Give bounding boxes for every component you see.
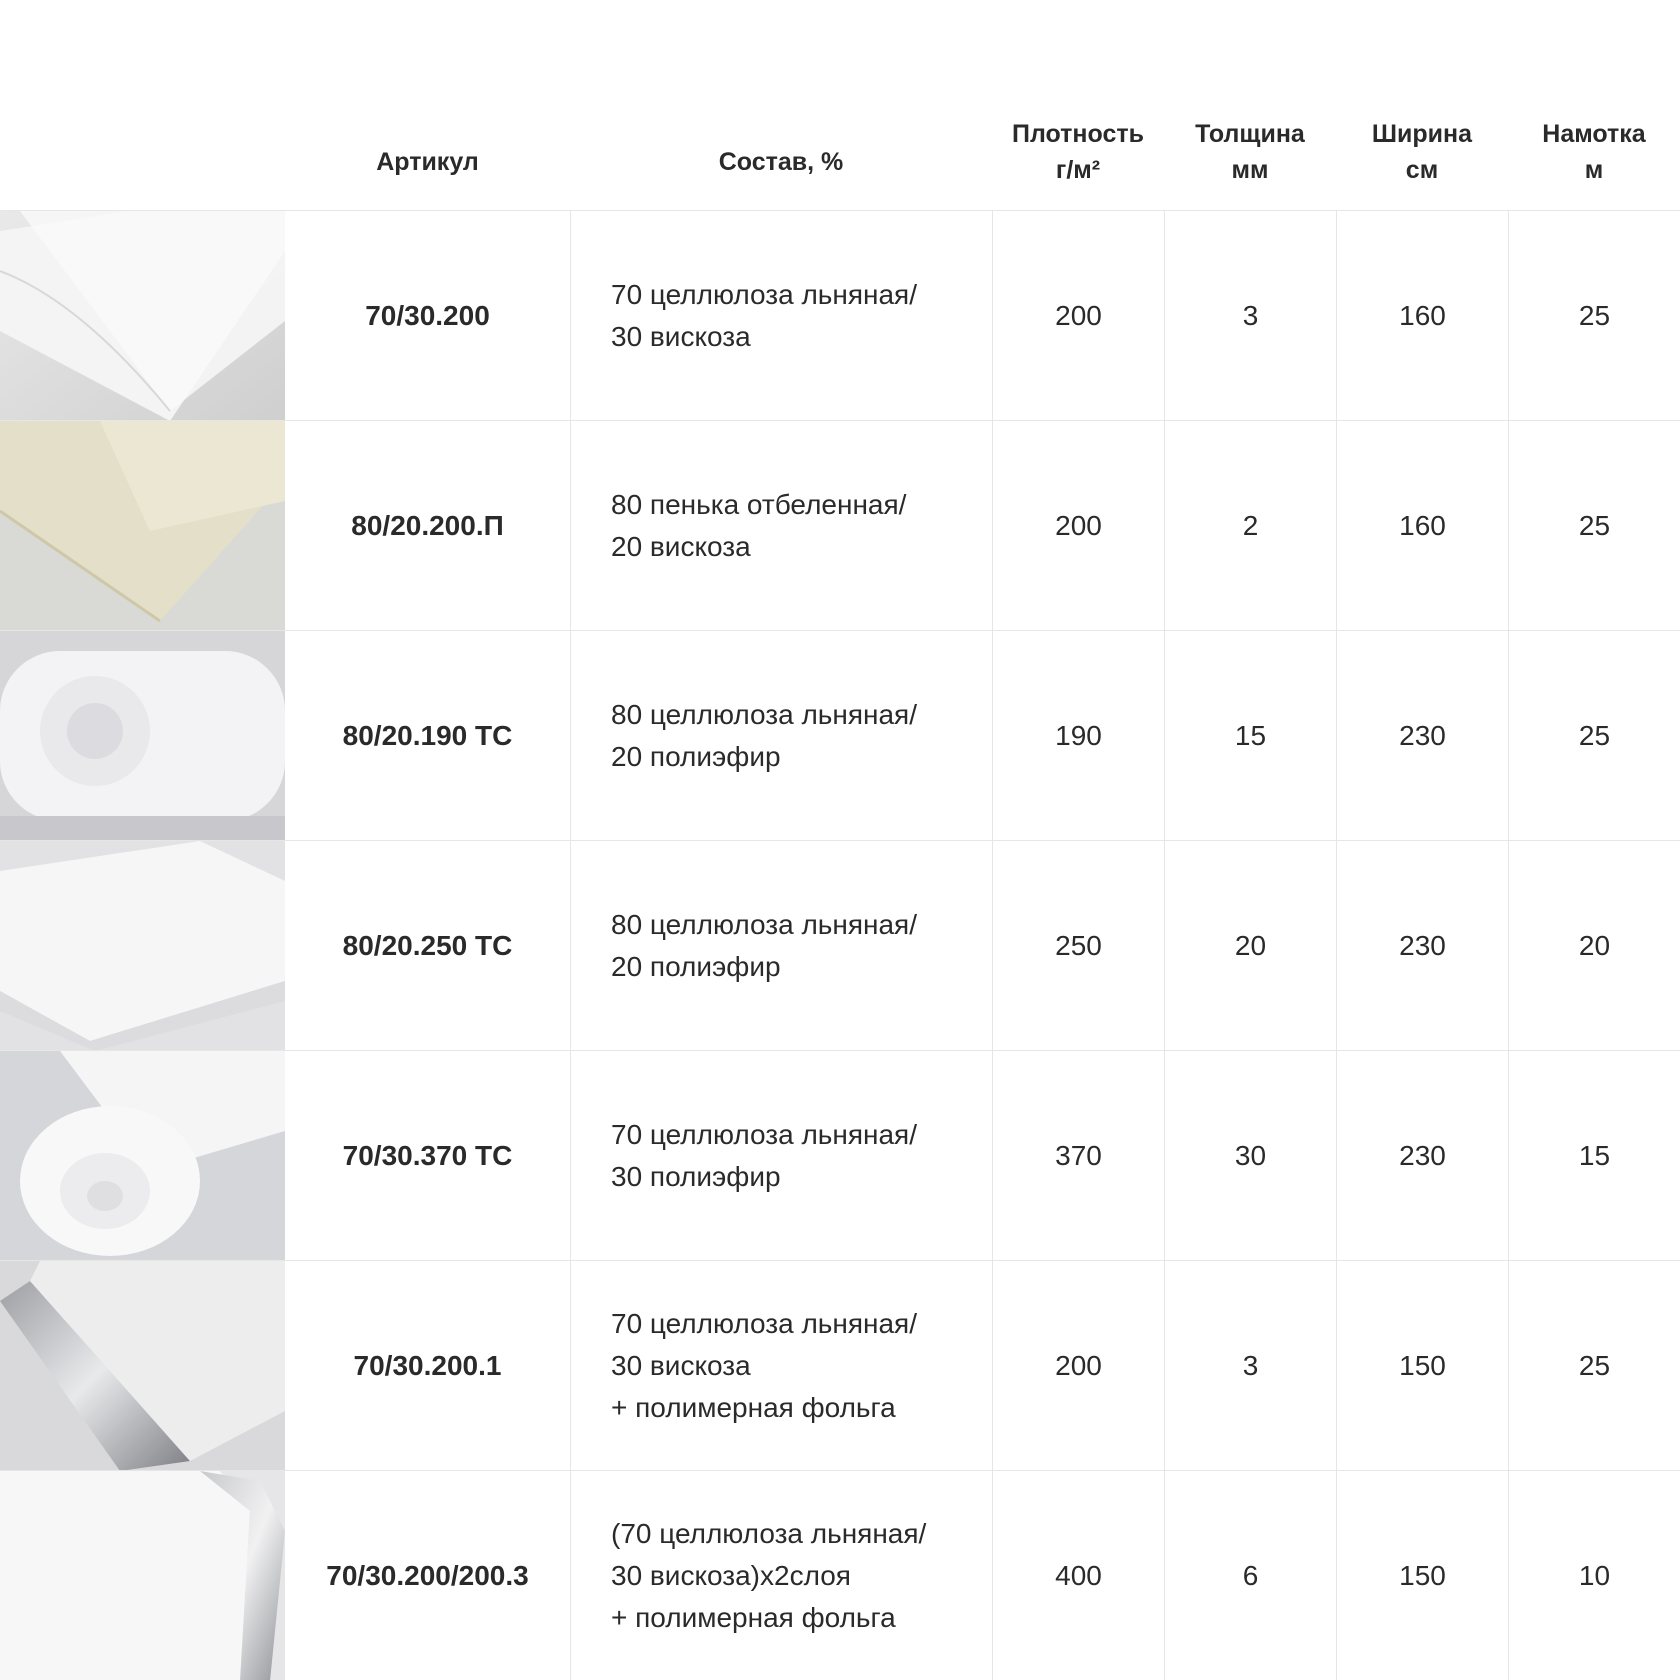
header-width-unit: см — [1405, 156, 1439, 184]
row-composition — [570, 1051, 992, 1261]
header-thickness — [1164, 0, 1336, 210]
header-roll — [1508, 0, 1680, 210]
table-row — [0, 630, 1680, 840]
composition-line: 80 целлюлоза льняная/ — [611, 699, 917, 730]
row-width: 230 — [1336, 1051, 1508, 1261]
row-width: 230 — [1336, 631, 1508, 841]
row-composition — [570, 841, 992, 1051]
row-code: 80/20.200.П — [351, 510, 504, 541]
header-article — [285, 0, 570, 210]
row-density: 190 — [992, 631, 1164, 841]
row-density: 200 — [992, 211, 1164, 421]
composition-line: + полимерная фольга — [611, 1602, 896, 1633]
composition-line: 30 вискоза)x2слоя — [611, 1560, 851, 1591]
header-width — [1336, 0, 1508, 210]
composition-line: 30 вискоза — [611, 1350, 751, 1381]
header-roll-label: Намотка — [1542, 120, 1646, 148]
product-image-white-flax-sheet — [0, 211, 285, 421]
composition-line: + полимерная фольга — [611, 1392, 896, 1423]
row-roll: 10 — [1508, 1471, 1680, 1680]
header-width-label: Ширина — [1371, 120, 1473, 148]
composition-line: 70 целлюлоза льняная/ — [611, 279, 917, 310]
row-composition — [570, 421, 992, 631]
table-row — [0, 1050, 1680, 1260]
composition-line: 70 целлюлоза льняная/ — [611, 1308, 917, 1339]
composition-line: 20 полиэфир — [611, 951, 781, 982]
header-article-label: Артикул — [376, 148, 479, 176]
row-thickness: 30 — [1164, 1051, 1336, 1261]
table-row — [0, 210, 1680, 420]
table-row — [0, 1260, 1680, 1470]
product-image-white-batting-roll — [0, 631, 285, 841]
row-thickness: 15 — [1164, 631, 1336, 841]
row-density: 370 — [992, 1051, 1164, 1261]
row-thickness: 6 — [1164, 1471, 1336, 1680]
row-thickness: 3 — [1164, 211, 1336, 421]
row-code: 70/30.200 — [365, 300, 490, 331]
composition-line: 70 целлюлоза льняная/ — [611, 1119, 917, 1150]
product-image-thick-white-roll — [0, 1051, 285, 1261]
table-header — [0, 0, 1680, 210]
row-composition — [570, 1261, 992, 1471]
row-code: 70/30.370 ТС — [342, 1140, 513, 1171]
row-width: 150 — [1336, 1471, 1508, 1680]
row-thickness: 3 — [1164, 1261, 1336, 1471]
header-composition-label: Состав, % — [718, 148, 844, 176]
product-image-foil-double-layer — [0, 1471, 285, 1680]
row-density: 400 — [992, 1471, 1164, 1680]
composition-line: 20 полиэфир — [611, 741, 781, 772]
row-roll: 25 — [1508, 631, 1680, 841]
product-image-beige-hemp-sheet — [0, 421, 285, 631]
row-code: 80/20.250 ТС — [342, 930, 513, 961]
product-image-foil-backed-sheet — [0, 1261, 285, 1471]
row-roll: 15 — [1508, 1051, 1680, 1261]
header-density-label: Плотность — [1012, 120, 1144, 148]
row-density: 250 — [992, 841, 1164, 1051]
row-roll: 25 — [1508, 211, 1680, 421]
row-width: 160 — [1336, 211, 1508, 421]
row-composition — [570, 1471, 992, 1680]
product-image-white-batting-slab — [0, 841, 285, 1051]
header-composition — [570, 0, 992, 210]
table-row — [0, 420, 1680, 630]
row-thickness: 2 — [1164, 421, 1336, 631]
header-roll-unit: м — [1584, 156, 1604, 184]
table-row — [0, 840, 1680, 1050]
composition-line: 20 вискоза — [611, 531, 751, 562]
composition-line: 30 вискоза — [611, 321, 751, 352]
composition-line: (70 целлюлоза льняная/ — [611, 1518, 927, 1549]
row-width: 160 — [1336, 421, 1508, 631]
row-code: 80/20.190 ТС — [342, 720, 513, 751]
table-row — [0, 1470, 1680, 1680]
row-thickness: 20 — [1164, 841, 1336, 1051]
header-thickness-unit: мм — [1231, 156, 1269, 184]
header-thickness-label: Толщина — [1195, 120, 1305, 148]
composition-line: 30 полиэфир — [611, 1161, 781, 1192]
row-roll: 25 — [1508, 421, 1680, 631]
row-width: 150 — [1336, 1261, 1508, 1471]
row-density: 200 — [992, 1261, 1164, 1471]
composition-line: 80 пенька отбеленная/ — [611, 489, 907, 520]
header-density — [992, 0, 1164, 210]
row-composition — [570, 211, 992, 421]
composition-line: 80 целлюлоза льняная/ — [611, 909, 917, 940]
row-density: 200 — [992, 421, 1164, 631]
header-density-unit: г/м² — [1055, 156, 1101, 184]
row-composition — [570, 631, 992, 841]
row-roll: 20 — [1508, 841, 1680, 1051]
row-width: 230 — [1336, 841, 1508, 1051]
row-code: 70/30.200.1 — [353, 1350, 502, 1381]
row-roll: 25 — [1508, 1261, 1680, 1471]
row-code: 70/30.200/200.3 — [326, 1560, 529, 1591]
